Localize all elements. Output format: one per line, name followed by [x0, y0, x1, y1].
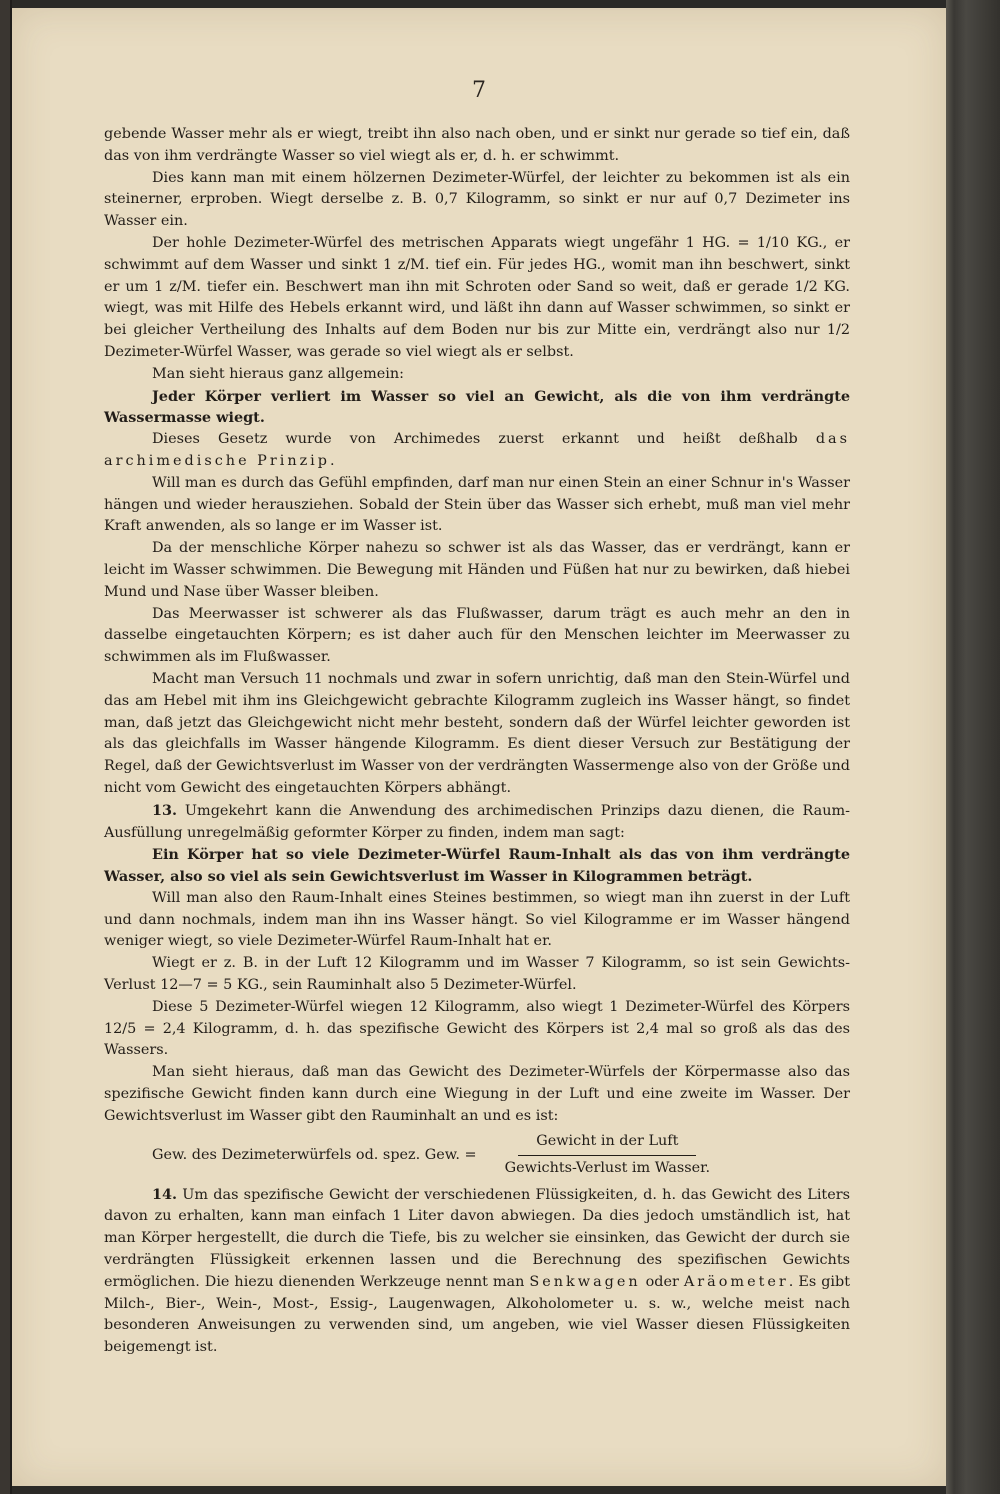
paragraph: Will man es durch das Gefühl empfinden, darf man nur einen Stein an einer Schnur in's Wasser hängen und wieder herausziehen. Sobald der Stein über das Wasser sich erhebt, muß man viel mehr Kraft anwenden, als so lange er im Wasser ist. [104, 474, 850, 535]
section-number: 14. [152, 1185, 178, 1203]
section-text: Umgekehrt kann die Anwendung des archimedischen Prinzips dazu dienen, die Raum-Ausfüllung unregelmäßig geformter Körper zu finden, indem man sagt: [104, 802, 850, 841]
formula-fraction [487, 1131, 728, 1180]
formula-numerator: Gewicht in der Luft [518, 1131, 696, 1156]
section-emphasis: Aräometer [683, 1273, 789, 1290]
archimedes-text: Dieses Gesetz wurde von Archimedes zuerst erkannt und heißt deßhalb [152, 431, 816, 448]
archimedes-emphasis: das archimedische Prinzip [104, 431, 850, 469]
paragraph: Man sieht hieraus, daß man das Gewicht des Dezimeter-Würfels der Körpermasse also das spezifische Gewicht finden kann durch eine Wiegung in der Luft und eine zweite im Wasser. Der Gewichtsverlust im Wasser gibt den Rauminhalt an und es ist: [104, 1064, 850, 1124]
paragraph: Diese 5 Dezimeter-Würfel wiegen 12 Kilogramm, also wiegt 1 Dezimeter-Würfel des Körpers 12/5 = 2,4 Kilogramm, d. h. das spezifische Gewicht des Körpers ist 2,4 mal so groß als das des Wassers. [104, 998, 850, 1059]
section-text: oder [640, 1273, 684, 1290]
book-page [12, 8, 946, 1486]
section-13 [104, 800, 850, 845]
formula-denominator: Gewichts-Verlust im Wasser. [504, 1160, 711, 1177]
section-text: Um das spezifische Gewicht der verschiedenen Flüssigkeiten, d. h. das Gewicht des Liters davon zu erhalten, kann man einfach 1 Liter davon abwiegen. Da dies jedoch umständlich ist, hat man Körper hergestellt, die durch die Tiefe, bis zu welcher sie einsinken, das Gewicht der durch sie verdrängten Flüssigkeit erkennen lassen und die Berechnung des spezifischen Gewichts ermöglichen. Die hiezu dienenden Werkzeuge nennt man [104, 1186, 850, 1290]
paragraph: Will man also den Raum-Inhalt eines Steines bestimmen, so wiegt man ihn zuerst in der Luft und dann nochmals, indem man ihn ins Wasser hängt. So viel Kilogramme er im Wasser hängend weniger wiegt, so viele Dezimeter-Würfel Raum-Inhalt hat er. [104, 889, 850, 950]
paragraph: Dies kann man mit einem hölzernen Dezimeter-Würfel, der leichter zu bekommen ist als ein steinerner, erproben. Wiegt derselbe z. B. 0,7 Kilogramm, so sinkt er nur auf 0,7 Dezimeter ins Wasser ein. [104, 169, 850, 230]
paragraph: Das Meerwasser ist schwerer als das Flußwasser, darum trägt es auch mehr an den in dasselbe eingetauchten Körpern; es ist daher auch für den Menschen leichter im Meerwasser zu schwimmen als im Flußwasser. [104, 605, 850, 666]
paragraph: gebende Wasser mehr als er wiegt, treibt ihn also nach oben, und er sinkt nur gerade so tief ein, daß das von ihm verdrängte Wasser so viel wiegt als er, d. h. er schwimmt. [104, 126, 850, 164]
archimedes-end: . [330, 452, 335, 469]
section-number: 13. [152, 801, 178, 819]
rule-statement: Ein Körper hat so viele Dezimeter-Würfel Raum-Inhalt als das von ihm verdrängte Wasser, also so viel als sein Gewichtsverlust im Wasser in Kilogrammen beträgt. [104, 846, 850, 886]
density-formula [152, 1132, 850, 1180]
paragraph: Der hohle Dezimeter-Würfel des metrischen Apparats wiegt ungefähr 1 HG. = 1/10 KG., er schwimmt auf dem Wasser und sinkt 1 z/M. tief ein. Für jedes HG., womit man ihn beschwert, sinkt er um 1 z/M. tiefer ein. Beschwert man ihn mit Schroten oder Sand so weit, daß er gerade 1/2 KG. wiegt, was mit Hilfe des Hebels erkannt wird, und läßt ihn dann auf Wasser schwimmen, so sinkt er bei gleicher Vertheilung des Inhalts auf dem Boden nur bis zur Mitte ein, verdrängt also nur 1/2 Dezimeter-Würfel Wasser, was gerade so viel wiegt als er selbst. [104, 234, 850, 360]
archimedes-paragraph [104, 429, 850, 473]
paragraph: Man sieht hieraus ganz allgemein: [152, 365, 404, 382]
rule-statement: Jeder Körper verliert im Wasser so viel an Gewicht, als die von ihm verdrängte Wassermasse wiegt. [104, 387, 850, 427]
section-14 [104, 1184, 850, 1359]
book-spine [946, 0, 1000, 1494]
paragraph: Da der menschliche Körper nahezu so schwer ist als das Wasser, das er verdrängt, kann er leicht im Wasser schwimmen. Die Bewegung mit Händen und Füßen hat nur zu bewirken, daß hiebei Mund und Nase über Wasser bleiben. [104, 540, 850, 600]
paragraph: Wiegt er z. B. in der Luft 12 Kilogramm und im Wasser 7 Kilogramm, so ist sein Gewichts-Verlust 12—7 = 5 KG., sein Rauminhalt also 5 Dezimeter-Würfel. [104, 955, 850, 994]
section-text: . Es gibt Milch-, Bier-, Wein-, Most-, Essig-, Laugenwagen, Alkoholometer u. s. w., welche meist nach besonderen Anweisungen zu verwenden sind, um angeben, wie viel Wasser diesen Flüssigkeiten beigemengt ist. [104, 1273, 851, 1356]
formula-lhs: Gew. des Dezimeterwürfels od. spez. Gew. = [152, 1146, 477, 1163]
paragraph: Macht man Versuch 11 nochmals und zwar in sofern unrichtig, daß man den Stein-Würfel und das am Hebel mit ihm ins Gleichgewicht gebrachte Kilogramm zugleich ins Wasser hängt, so findet man, daß jetzt das Gleichgewicht nicht mehr besteht, sondern daß der Würfel leichter geworden ist als das gleichfalls im Wasser hängende Kilogramm. Es dient dieser Versuch zur Bestätigung der Regel, daß der Gewichtsverlust im Wasser von der verdrängten Wassermenge also von der Größe und nicht vom Gewicht des eingetauchten Körpers abhängt. [104, 670, 851, 796]
body-text [104, 124, 850, 1359]
page-number: 7 [472, 78, 486, 103]
section-emphasis: Senkwagen [529, 1273, 641, 1290]
